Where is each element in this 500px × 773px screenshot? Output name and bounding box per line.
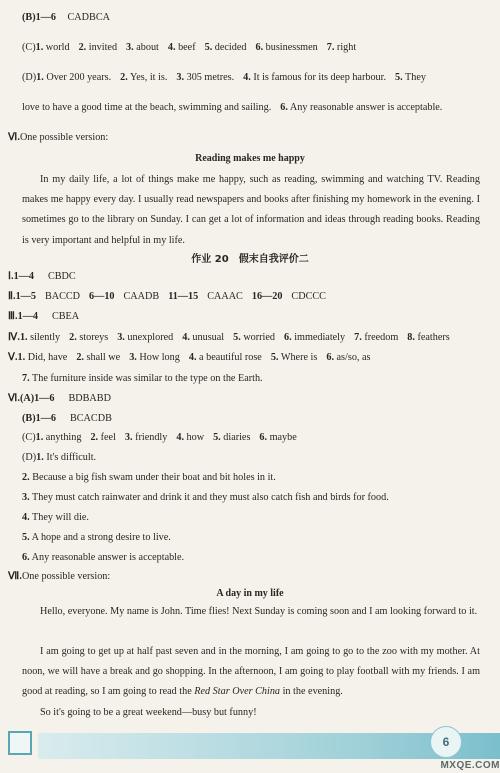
answer-text: CBDC [47,271,76,282]
answer-label: (C) [22,432,36,443]
answer-text: The furniture inside was similar to the type on the Earth. [32,373,263,384]
item-number: 3. [129,352,137,363]
part-ii-answers [8,290,326,303]
answer-text: about [136,42,159,53]
item-number: 2. [76,352,84,363]
corner-box-icon [8,731,32,755]
item-number: 4. [176,432,184,443]
answer-text: Where is [280,352,318,363]
answer-range: 1—4 [17,311,38,322]
item-number: 1. [36,452,44,463]
item-number: 2. [69,332,77,343]
answer-label: (D) [22,72,37,83]
item-number: 2. [90,432,99,443]
answer-text: Over 200 years. [46,72,112,83]
part-vi-d-answer-5 [22,531,171,544]
section-number: Ⅵ. [8,132,20,143]
assignment-heading: 作业 20 假末自我评价二 [191,254,309,265]
part-vi-c-answers [22,431,297,444]
item-number: 5. [204,42,213,53]
section-vii-heading [8,570,110,583]
item-number: 6. [259,432,268,443]
answer-text: They must catch rainwater and drink it and they must also catch fish and birds for food. [32,492,389,503]
item-number: 6. [22,552,30,563]
answer-text: BDBABD [68,393,111,404]
answer-text: unusual [192,332,225,343]
part-vi-a-answers [8,392,111,405]
section-vi-heading [8,131,108,144]
answer-text: how [186,432,205,443]
item-number: 3. [126,42,134,53]
answer-text: right [336,42,357,53]
answer-text: decided [214,42,247,53]
answer-label: (B)1—6 [22,12,56,23]
item-number: 1. [17,352,26,363]
answer-text: BACCD [44,291,81,302]
item-number: 6. [280,102,288,113]
item-number: 4. [182,332,190,343]
item-number: 2. [22,472,30,483]
essay-title: A day in my life [216,588,284,599]
answer-text: shall we [86,352,121,363]
item-number: 2. [120,72,128,83]
answer-label: (C) [22,42,36,53]
section-c-answers [22,41,356,54]
watermark: MXQE.COM [440,760,500,771]
answer-text: freedom [364,332,399,343]
item-number: 5. [270,352,279,363]
section-instruction: One possible version: [21,571,111,582]
answer-text: feathers [417,332,450,343]
part-vi-d-answer-6 [22,551,184,564]
essay-paragraph [22,642,480,703]
answer-text: CAAAC [207,291,243,302]
item-number: 6. [255,42,264,53]
answer-text: CBEA [51,311,80,322]
answer-range: 6—10 [89,291,115,302]
item-number: 5. [22,532,30,543]
item-number: 7. [326,42,335,53]
answer-range: 11—15 [168,291,199,302]
answer-text: anything [45,432,82,443]
answer-text: Because a big fish swam under their boat and bit holes in it. [32,472,276,483]
item-number: 3. [117,332,125,343]
item-number: 7. [354,332,362,343]
part-vi-d-answer-1 [22,451,96,464]
answer-text: CADBCA [67,12,110,23]
answer-label: (B)1—6 [22,413,56,424]
answer-text: unexplored [127,332,174,343]
book-title: Red Star Over China [194,686,281,698]
answer-text: They will die. [32,512,89,523]
part-v-item-7 [22,372,263,385]
answer-text: Did, have [27,352,68,363]
paragraph-text: I am going to get up at half past seven and in the morning, I am going to go to the zoo with my mother. At noon, we will have a break and go shopping. In the afternoon, I am going to play football with my friends. I am good at reading, so I am going to read the [22,646,480,698]
answer-text: a beautiful rose [199,352,262,363]
item-number: 3. [176,72,185,83]
part-vi-d-answer-2 [22,471,276,484]
section-number: Ⅶ. [8,571,22,582]
answer-text: Yes, it is. [129,72,168,83]
answer-text: BCACDB [69,413,112,424]
answer-range: 16—20 [251,291,283,302]
item-number: 4. [22,512,30,523]
section-number: Ⅱ. [8,291,16,302]
answer-text: as/so, as [336,352,371,363]
answer-text: storeys [79,332,109,343]
section-instruction: One possible version: [19,132,109,143]
item-number: 1. [19,332,28,343]
essay-paragraph: So it's going to be a great weekend—busy but funny! [40,707,257,718]
item-number: 5. [233,332,241,343]
essay-title: Reading makes me happy [195,153,305,164]
item-number: 6. [284,332,292,343]
part-v-answers [8,351,371,364]
item-number: 4. [167,42,176,53]
answer-text: world [45,42,70,53]
section-number: Ⅲ. [8,311,18,322]
part-iii-answers [8,310,79,323]
part-vi-b-answers [22,412,112,425]
item-number: 1. [36,72,44,83]
item-number: 4. [188,352,197,363]
part-i-answers [8,270,76,283]
answer-text: Any reasonable answer is acceptable. [31,552,185,563]
answer-text: A hope and a strong desire to live. [31,532,171,543]
item-number: 6. [326,352,334,363]
answer-text: It is famous for its deep harbour. [253,72,387,83]
answer-text: beef [178,42,196,53]
section-d-answers [22,71,426,84]
answer-text: How long [139,352,180,363]
answer-text: 305 metres. [186,72,235,83]
answer-text: maybe [269,432,297,443]
answer-text: immediately [294,332,346,343]
item-number: 2. [78,42,87,53]
item-number: 5. [213,432,221,443]
answer-text: CAADB [123,291,160,302]
answer-label: (D) [22,452,37,463]
answer-text: love to have a good time at the beach, swimming and sailing. [22,102,272,113]
part-vi-d-answer-3 [22,491,389,504]
item-number: 4. [243,72,251,83]
answer-label: Ⅵ.(A)1—6 [8,393,55,404]
answer-text: friendly [135,432,168,443]
item-number: 3. [124,432,133,443]
item-number: 3. [22,492,30,503]
part-vi-d-answer-4 [22,511,89,524]
answer-text: It's difficult. [46,452,97,463]
section-d-continued [22,101,442,114]
answer-text: businessmen [265,42,318,53]
section-b-answer [22,11,110,24]
paragraph-text: in the evening. [282,686,343,698]
answer-text: diaries [223,432,251,443]
item-number: 5. [395,72,403,83]
item-number: 1. [35,42,44,53]
part-iv-answers [8,331,450,344]
page-footer [0,724,500,773]
answer-text: invited [88,42,118,53]
item-number: 8. [407,332,415,343]
item-number: 7. [22,373,30,384]
section-number: Ⅰ. [8,271,14,282]
answer-text: CDCCC [291,291,326,302]
item-number: 1. [35,432,44,443]
essay-body: In my daily life, a lot of things make me happy, such as reading, swimming and watching TV. Reading makes me happy every day. I usually read newspapers and books after finishing my homework in the evening. I sometimes go to the library on Sunday. I can get a lot of information and ideas through reading books. Reading is very important and helpful in my life. [22,174,480,246]
answer-text: silently [30,332,61,343]
essay-paragraph: Hello, everyone. My name is John. Time flies! Next Sunday is coming soon and I am looking forward to it. [40,606,478,617]
answer-text: worried [243,332,275,343]
answer-range: 1—5 [15,291,36,302]
answer-text: They [405,72,426,83]
answer-text: feel [100,432,116,443]
page-number-badge: 6 [430,726,462,758]
answer-range: 1—4 [13,271,34,282]
section-number: Ⅴ. [8,352,18,363]
section-number: Ⅳ. [8,332,20,343]
answer-text: Any reasonable answer is acceptable. [289,102,443,113]
